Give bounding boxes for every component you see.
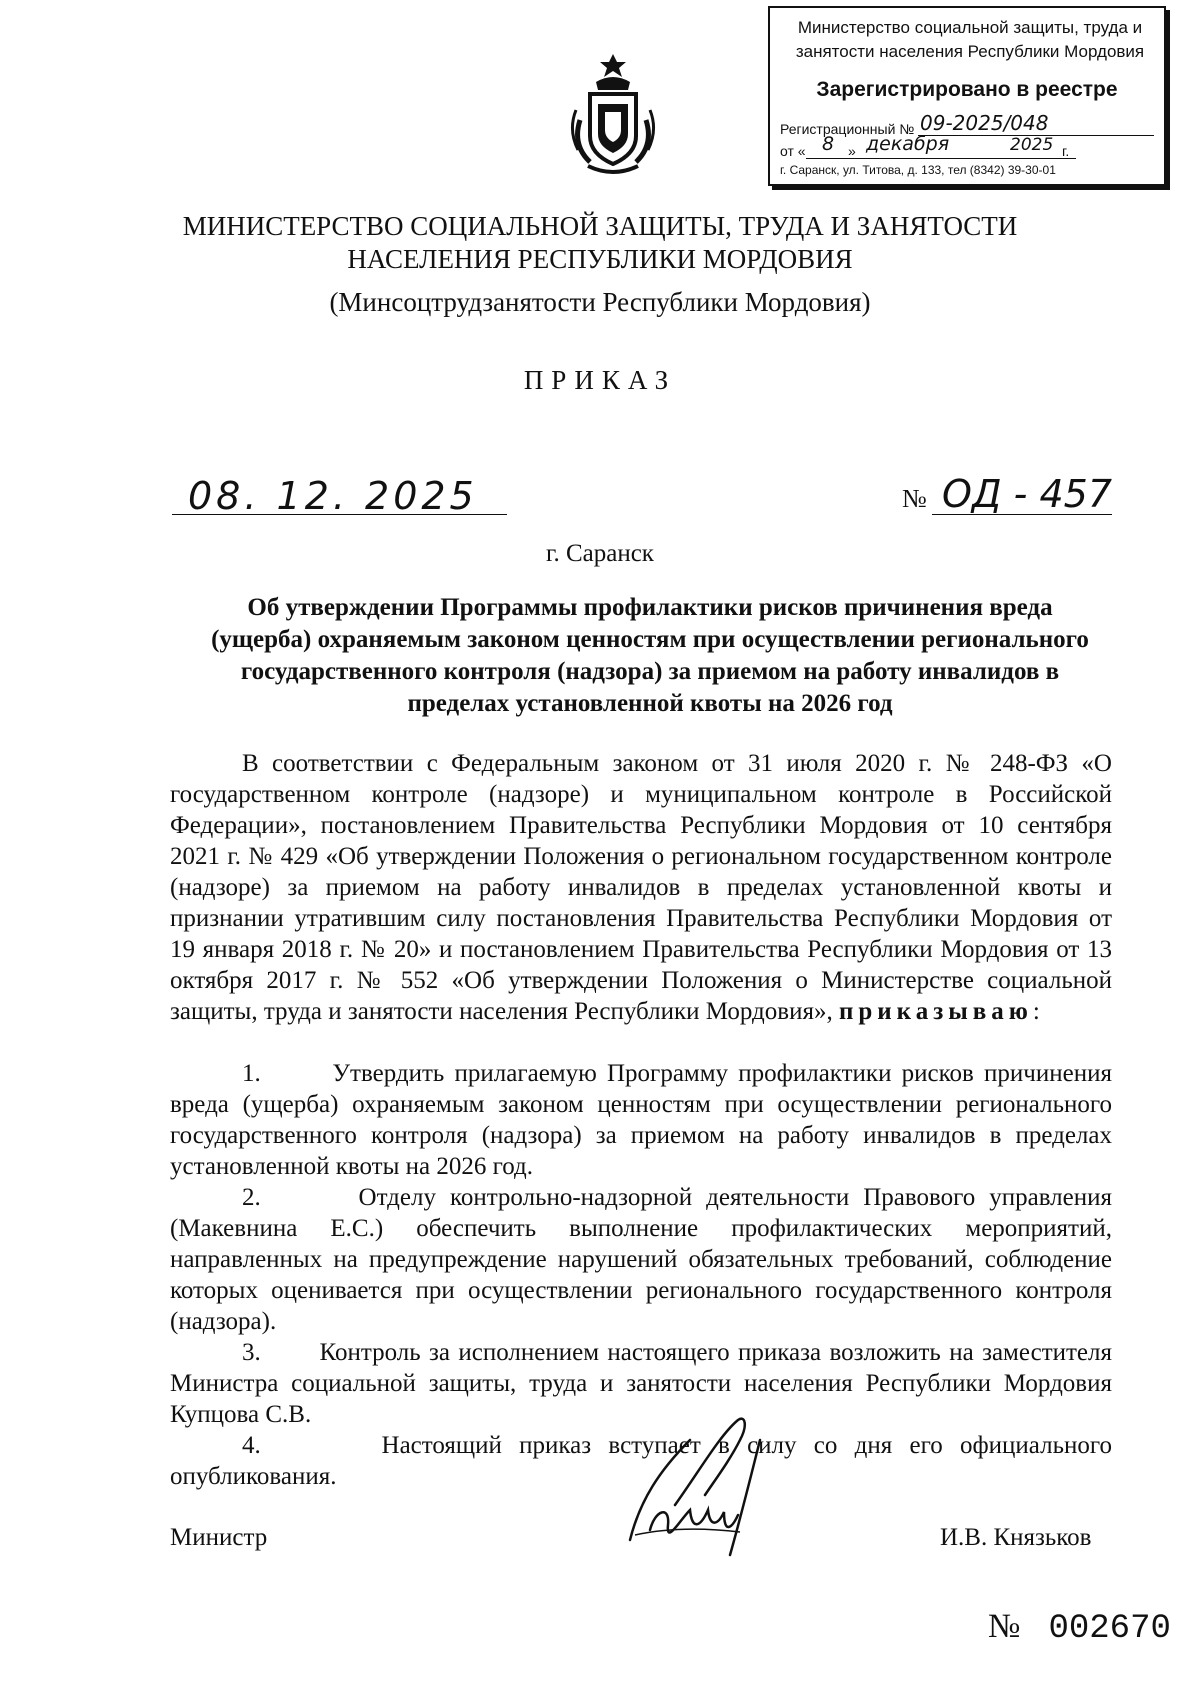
registration-stamp — [768, 6, 1166, 186]
stamp-day: 8 — [822, 133, 835, 155]
number-underline — [932, 514, 1112, 515]
item-text: Контроль за исполнением настоящего приказа возложить на заместителя Министра социальной защиты, труда и занятости населения Республики Мордовия Купцова С.В. — [170, 1339, 1112, 1428]
stamp-registered-label: Зарегистрировано в реестре — [816, 78, 1118, 101]
stamp-year: 2025 — [1010, 135, 1054, 155]
order-number: ОД - 457 — [942, 472, 1112, 516]
stamp-org-line1: Министерство социальной защиты, труда и — [797, 18, 1143, 37]
city: г. Саранск — [546, 540, 654, 567]
stamp-reg-number-label: Регистрационный № — [780, 121, 915, 137]
item-text: Утвердить прилагаемую Программу профилактики рисков причинения вреда (ущерба) охраняемым законом ценностям при осуществлении регионального государственного контроля (надзора) за приемом на работу инвалидов в пределах установленной квоты на 2026 год. — [170, 1060, 1112, 1180]
order-date: 08. 12. 2025 — [188, 474, 478, 518]
stamp-organization — [784, 16, 1156, 64]
item-text: Отделу контрольно-надзорной деятельности Правового управления (Макевнина Е.С.) обеспечить выполнение профилактических мероприятий, направленных на предупреждение нарушений обязательных требований, соблюдение которых оценивается при осуществлении регионального государственного контроля (надзора). — [170, 1184, 1113, 1335]
item-number: 3. — [242, 1339, 261, 1366]
stamp-close-quote: » — [848, 143, 856, 159]
document-type: ПРИКАЗ — [523, 365, 677, 395]
coat-of-arms-icon — [558, 50, 668, 180]
signature-icon — [620, 1410, 805, 1560]
document-title: Об утверждении Программы профилактики рисков причинения вреда (ущерба) охраняемым законом ценностям при осуществлении регионального государственного контроля (надзора) за приемом на работу инвалидов в пределах установленной квоты на 2026 год — [211, 594, 1089, 717]
preamble-text: В соответствии с Федеральным законом от 31 июля 2020 г. № 248-ФЗ «О государственном контроле (надзоре) и муниципальном контроле в Российской Федерации», постановлением Правительства Республики Мордовия от 10 сентября 2021 г. № 429 «Об утверждении Положения о региональном государственном контроле (надзоре) за приемом на работу инвалидов в пределах установленной квоты и признании утратившим силу постановления Правительства Республики Мордовия от 19 января 2018 г. № 20» и постановлением Правительства Республики Мордовия от 13 октября 2017 г. № 552 «Об утверждении Положения о Министерстве социальной защиты, труда и занятости населения Республики Мордовия», — [170, 750, 1112, 1025]
ministry-name-line1: МИНИСТЕРСТВО СОЦИАЛЬНОЙ ЗАЩИТЫ, ТРУДА И ЗАНЯТОСТИ — [182, 211, 1018, 241]
order-colon: : — [1032, 998, 1040, 1025]
stamp-date-rule — [806, 158, 1076, 159]
number-sign: № — [902, 484, 927, 513]
signer-title: Министр — [170, 1524, 268, 1551]
stamp-reg-number: 09-2025/048 — [920, 111, 1049, 135]
item-number: 4. — [242, 1432, 261, 1459]
item-number: 2. — [242, 1184, 261, 1211]
serial-value: 002670 — [1048, 1610, 1171, 1648]
stamp-from-label: от « — [780, 143, 806, 159]
stamp-month: декабря — [866, 133, 950, 155]
stamp-address: г. Саранск, ул. Титова, д. 133, тел (8342) 39-30-01 — [780, 163, 1056, 177]
ministry-short-name: (Минсоцтрудзанятости Республики Мордовия) — [329, 287, 871, 317]
list-item — [170, 1182, 1112, 1337]
stamp-org-line2: занятости населения Республики Мордовия — [795, 42, 1145, 61]
form-serial-number — [988, 1608, 1171, 1648]
item-text: Настоящий приказ вступает в силу со дня его официального опубликования. — [170, 1432, 1112, 1490]
signer-name: И.В. Князьков — [940, 1524, 1092, 1551]
ministry-name-line2: НАСЕЛЕНИЯ РЕСПУБЛИКИ МОРДОВИЯ — [347, 244, 853, 274]
stamp-year-suffix: г. — [1062, 143, 1070, 159]
order-word: приказываю — [838, 998, 1033, 1025]
item-number: 1. — [242, 1060, 261, 1087]
preamble — [170, 748, 1112, 1027]
serial-sign: № — [988, 1608, 1021, 1645]
date-underline — [172, 514, 507, 515]
list-item — [170, 1058, 1112, 1182]
